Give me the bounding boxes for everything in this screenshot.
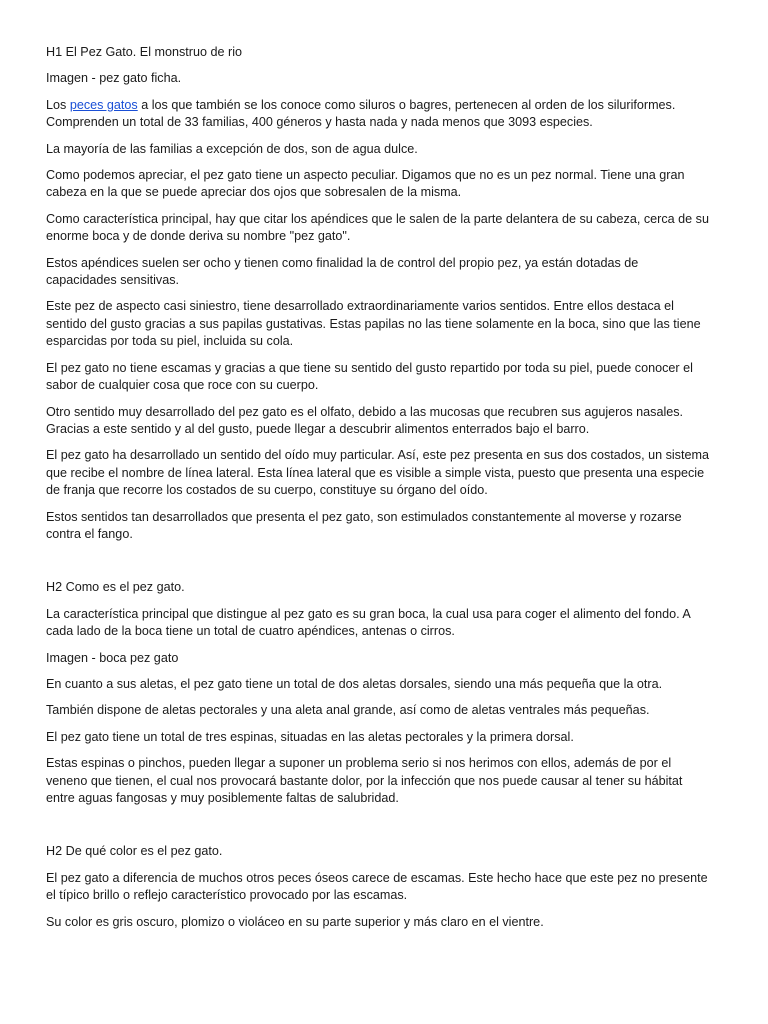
image-placeholder-note: Imagen - boca pez gato [46,650,179,665]
h2-heading-como-es: H2 Como es el pez gato. [46,580,185,595]
paragraph: El pez gato ha desarrollado un sentido del oído muy particular. Así, este pez presenta en sus dos costados, un sistema que recibe el nombre de línea lateral. Esta línea lateral que es visible a simple vista, puesto que presenta una especie de franja que recorre los costados de su cuerpo, constituye su órgano del oído. [46,448,709,498]
peces-gatos-link[interactable]: peces gatos [69,97,138,112]
paragraph: El pez gato no tiene escamas y gracias a que tiene su sentido del gusto repartido por toda su piel, puede conocer el sabor de cualquier cosa que roce con su cuerpo. [46,360,693,393]
intro-paragraph [46,97,722,132]
paragraph: También dispone de aletas pectorales y una aleta anal grande, así como de aletas ventrales más pequeñas. [46,703,650,718]
paragraph: Estos sentidos tan desarrollados que presenta el pez gato, son estimulados constantemente al moverse y rozarse contra el fango. [46,509,682,541]
paragraph: El pez gato tiene un total de tres espinas, situadas en las aletas pectorales y la primera dorsal. [46,729,574,744]
paragraph: La característica principal que distingue al pez gato es su gran boca, la cual usa para coger el alimento del fondo. A cada lado de la boca tiene un total de cuatro apéndices, antenas o cirros. [46,606,691,639]
paragraph: En cuanto a sus aletas, el pez gato tiene un total de dos aletas dorsales, siendo una más pequeña que la otra. [46,676,663,691]
paragraph: Estas espinas o pinchos, pueden llegar a suponer un problema serio si nos herimos con ellos, además de por el veneno que tienen, el cual nos provocará bastante dolor, por la infección que nos puede causar al tener su hábitat entre aguas fangosas y muy posiblemente faltas de salubridad. [46,756,683,805]
paragraph: Como podemos apreciar, el pez gato tiene un aspecto peculiar. Digamos que no es un pez normal. Tiene una gran cabeza en la que se puede apreciar dos ojos que sobresalen de la misma. [46,168,685,200]
image-placeholder-note: Imagen - pez gato ficha. [46,71,182,86]
intro-prefix: Los [46,97,70,112]
h2-heading-color: H2 De qué color es el pez gato. [46,844,223,859]
paragraph: La mayoría de las familias a excepción de dos, son de agua dulce. [46,141,418,156]
paragraph: Este pez de aspecto casi siniestro, tiene desarrollado extraordinariamente varios sentidos. Entre ellos destaca el sentido del gusto gracias a sus papilas gustativas. Estas papilas no las tiene solamente en la boca, sino que las tiene esparcidas por toda su piel, incluida su cola. [46,299,701,349]
paragraph: Estos apéndices suelen ser ocho y tienen como finalidad la de control del propio pez, ya están dotadas de capacidades sensitivas. [46,255,639,288]
paragraph: Como característica principal, hay que citar los apéndices que le salen de la parte delantera de su cabeza, cerca de su enorme boca y de donde deriva su nombre "pez gato". [46,211,709,244]
paragraph: Su color es gris oscuro, plomizo o violáceo en su parte superior y más claro en el vientre. [46,914,544,929]
paragraph: El pez gato a diferencia de muchos otros peces óseos carece de escamas. Este hecho hace que este pez no presente el típico brillo o reflejo característico provocado por las escamas. [46,870,708,903]
h1-heading: H1 El Pez Gato. El monstruo de rio [46,45,242,59]
paragraph: Otro sentido muy desarrollado del pez gato es el olfato, debido a las mucosas que recubren sus agujeros nasales. Gracias a este sentido y al del gusto, puede llegar a descubrir alimentos enterrados bajo el barro. [46,404,684,436]
intro-suffix: a los que también se los conoce como siluros o bagres, pertenecen al orden de los siluriformes. Comprenden un total de 33 familias, 400 géneros y hasta nada y nada menos que 3093 especies. [46,97,676,130]
